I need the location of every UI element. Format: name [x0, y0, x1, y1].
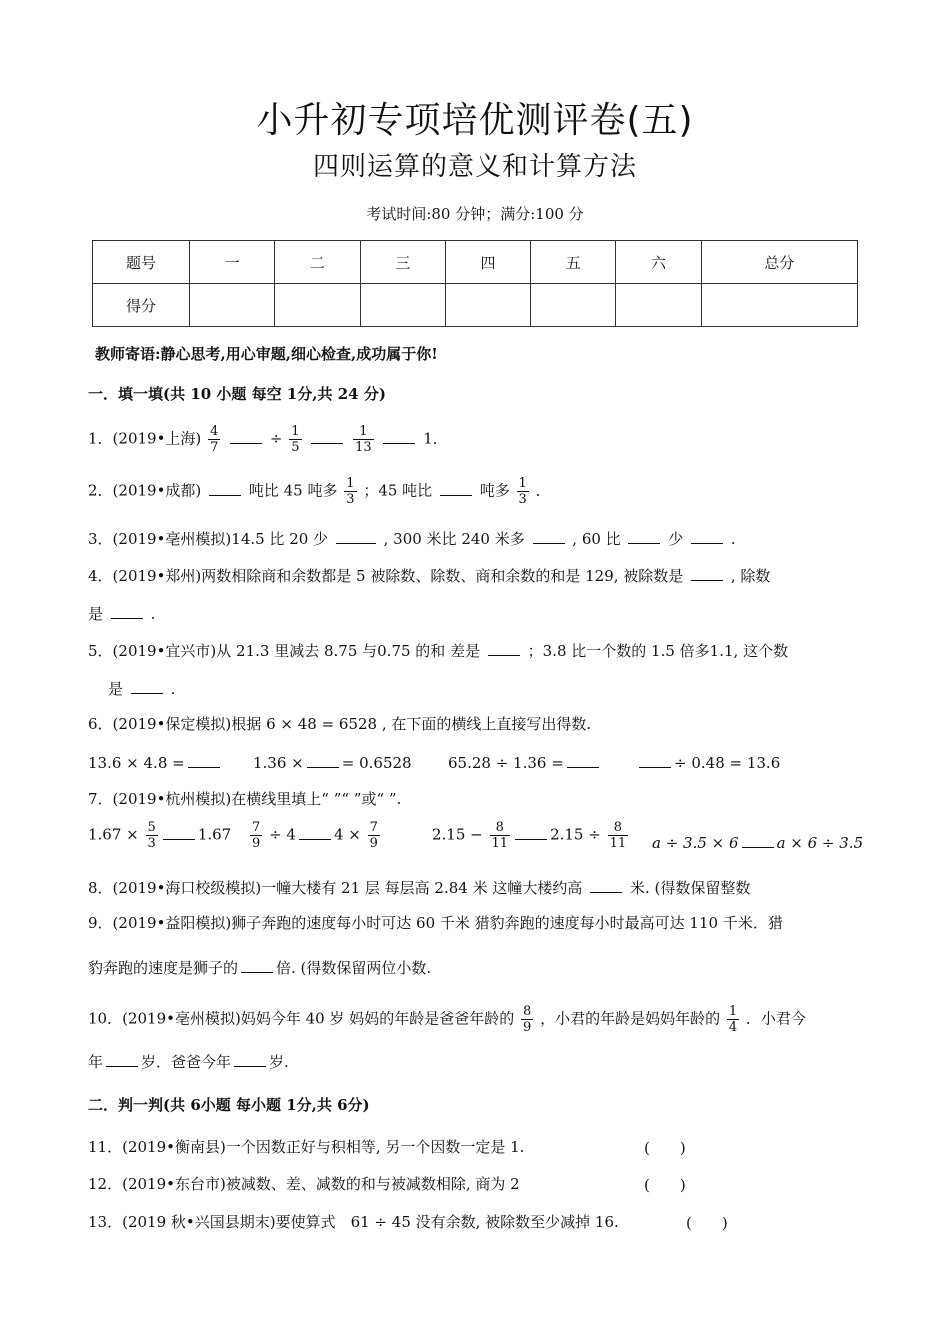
q10-text-3: ．小君今 [745, 1009, 806, 1028]
q1-fraction-3 [353, 424, 374, 455]
q1-fraction-1 [208, 424, 220, 455]
q10-line-2b: 岁．爸爸今年 [141, 1053, 232, 1071]
answer-blank[interactable] [691, 564, 723, 581]
answer-blank[interactable] [336, 527, 376, 544]
answer-blank[interactable] [111, 602, 143, 619]
q10-text-2: ，小君的年龄是妈妈年龄的 [540, 1009, 721, 1028]
question-4 [88, 564, 770, 586]
score-table [92, 240, 858, 327]
score-header-cell: 一 [190, 241, 275, 284]
q10-fraction-1 [521, 1004, 533, 1035]
q7-c-num-2: 8 [608, 820, 629, 836]
answer-blank[interactable] [691, 527, 723, 544]
answer-blank[interactable] [299, 823, 331, 840]
q10-line-2c: 岁. [269, 1053, 289, 1071]
question-12 [88, 1174, 520, 1194]
section-2-heading: 二．判一判(共 6小题 每小题 1分,共 6分) [88, 1096, 370, 1114]
q11-text: 11．(2019•衡南县)一个因数正好与积相等, 另一个因数一定是 1. [88, 1138, 525, 1156]
q6-item-c-text: 65.28 ÷ 1.36 = [448, 754, 564, 772]
q6-text-2: , 在下面的横线上直接写出得数. [381, 715, 592, 733]
q7-a-text-2: 1.67 [197, 825, 232, 844]
q2-f-den: 3 [346, 492, 355, 507]
score-cell[interactable] [445, 284, 530, 327]
q8-text: 8．(2019•海口校级模拟)一幢大楼有 21 层 每层高 2.84 米 这幢大楼约高 [88, 879, 583, 897]
q9-line-2b: 倍. (得数保留两位小数. [276, 959, 432, 977]
question-5 [88, 639, 788, 661]
answer-blank[interactable] [106, 1050, 138, 1067]
score-table-score-row [93, 284, 858, 327]
q7-item-d [652, 831, 863, 852]
answer-blank[interactable] [131, 677, 163, 694]
q3-dot: . [730, 530, 736, 548]
q8-text-2: 米. (得数保留整数 [629, 879, 751, 897]
q1-f2-den: 5 [291, 440, 300, 455]
q2-f-num: 1 [346, 476, 355, 491]
answer-blank[interactable] [209, 479, 241, 496]
q7-a-text-1: 1.67 × [88, 825, 139, 844]
score-header-cell: 总分 [701, 241, 857, 284]
q4-line-2: 是 [88, 605, 104, 623]
answer-blank[interactable] [515, 823, 547, 840]
q7-item-a [88, 820, 231, 851]
question-5-line-2 [108, 677, 175, 699]
page-title: 小升初专项培优测评卷(五) [256, 100, 694, 141]
score-cell[interactable] [360, 284, 445, 327]
q1-f3-num: 1 [353, 424, 374, 440]
exam-info: 考试时间:80 分钟；满分:100 分 [366, 205, 584, 223]
section-1-heading: 一．填一填(共 10 小题 每空 1分,共 24 分) [88, 385, 386, 403]
q7-c-text-2: 2.15 ÷ [550, 825, 601, 844]
q7-c-den-1: 11 [491, 836, 509, 851]
score-header-cell: 三 [360, 241, 445, 284]
q1-div-sign: ÷ [269, 429, 283, 448]
q2-text-1: 吨比 45 吨多 [248, 481, 338, 500]
score-header-cell: 题号 [93, 241, 190, 284]
q7-item-c [432, 820, 630, 851]
answer-blank[interactable] [383, 427, 415, 444]
q6-item-d-text: ÷ 0.48 = 13.6 [674, 754, 781, 772]
q10-f1-num: 8 [523, 1004, 532, 1019]
score-header-cell: 六 [616, 241, 701, 284]
q3-text-4: 少 [668, 530, 684, 548]
q1-f1-num: 4 [210, 424, 219, 439]
answer-blank[interactable] [307, 751, 339, 768]
q10-f2-num: 1 [728, 1004, 738, 1019]
score-table-header-row [93, 241, 858, 284]
q7-b-den-2: 9 [369, 836, 378, 851]
q2-fraction-b [517, 476, 529, 507]
question-3 [88, 527, 736, 549]
q12-text: 12．(2019•东台市)被减数、差、减数的和与被减数相除, 商为 2 [88, 1175, 520, 1193]
q4-line-1: 4．(2019•郑州)两数相除商和余数都是 5 被除数、除数、商和余数的和是 129, 被除数是 [88, 567, 684, 585]
q2-fb-den: 3 [518, 492, 527, 507]
answer-blank[interactable] [440, 479, 472, 496]
answer-blank[interactable] [311, 427, 343, 444]
q7-a-fraction [146, 820, 158, 851]
q2-text-2: ；45 吨比 [363, 481, 433, 500]
q2-prefix: 2．(2019•成都) [88, 481, 202, 500]
q7-item-b [248, 820, 382, 851]
score-header-cell: 二 [275, 241, 360, 284]
q7-b-text-2: 4 × [333, 825, 361, 844]
q7-b-fraction-1 [250, 820, 262, 851]
q1-prefix: 1．(2019•上海) [88, 429, 202, 448]
q7-c-text-1: 2.15 − [432, 825, 483, 844]
q3-text-3: , 60 比 [572, 530, 621, 548]
q6-item-b-text-2: = 0.6528 [341, 754, 412, 772]
q7-a-den: 3 [147, 836, 156, 851]
q9-line-2a: 豹奔跑的速度是狮子的 [88, 959, 239, 977]
q10-f2-den: 4 [728, 1020, 738, 1035]
q3-text: 3．(2019•亳州模拟)14.5 比 20 少 [88, 530, 329, 548]
q5-line-2: 是 [108, 680, 124, 698]
q10-f1-den: 9 [523, 1020, 532, 1035]
q10-line-2a: 年 [88, 1053, 104, 1071]
question-11 [88, 1137, 524, 1157]
q7-b-num-1: 7 [252, 820, 261, 835]
question-2 [88, 476, 551, 507]
q1-fraction-2 [289, 424, 301, 455]
answer-blank[interactable] [188, 751, 220, 768]
q2-dot: ． [535, 481, 551, 500]
q5-line-1: 5．(2019•宜兴市)从 21.3 里减去 8.75 与0.75 的和 差是 [88, 642, 481, 660]
q3-text-2: , 300 米比 240 米多 [383, 530, 525, 548]
q4-dot: . [150, 605, 156, 623]
question-6 [88, 714, 591, 734]
score-cell[interactable] [275, 284, 360, 327]
q7-b-den-1: 9 [252, 836, 261, 851]
q6-equation: 6 × 48 = 6528 [266, 715, 378, 733]
answer-blank[interactable] [488, 639, 520, 656]
q12-answer-paren[interactable]: ( ) [644, 1176, 686, 1194]
score-cell[interactable] [531, 284, 616, 327]
q7-d-text-2: a × 6 ÷ 3.5 [776, 834, 864, 852]
q1-f1-den: 7 [210, 440, 219, 455]
answer-blank[interactable] [742, 831, 774, 848]
q5-mid: ；3.8 [527, 642, 567, 660]
answer-blank[interactable] [163, 823, 195, 840]
question-13 [88, 1212, 619, 1232]
answer-blank[interactable] [628, 527, 660, 544]
q7-b-text-1: ÷ 4 [269, 825, 296, 844]
score-header-cell: 五 [531, 241, 616, 284]
answer-blank[interactable] [590, 876, 622, 893]
q6-item-d [636, 751, 780, 772]
answer-blank[interactable] [234, 1050, 266, 1067]
q6-item-b [253, 751, 412, 772]
q1-f3-den: 13 [355, 440, 372, 455]
q6-item-b-text-1: 1.36 × [253, 754, 304, 772]
q7-c-fraction-2 [608, 820, 629, 851]
question-9-line-2 [88, 956, 431, 978]
q10-fraction-2 [727, 1004, 739, 1035]
answer-blank[interactable] [639, 751, 671, 768]
q1-end: 1． [423, 429, 448, 448]
score-cell[interactable] [616, 284, 701, 327]
score-cell[interactable] [701, 284, 857, 327]
q7-c-den-2: 11 [609, 836, 627, 851]
question-10 [88, 1004, 806, 1035]
question-4-line-2 [88, 602, 155, 624]
answer-blank[interactable] [241, 956, 273, 973]
question-10-line-2 [88, 1050, 289, 1072]
teacher-message: 教师寄语:静心思考,用心审题,细心检查,成功属于你! [95, 345, 438, 363]
q6-item-a [88, 751, 223, 772]
score-header-cell: 四 [445, 241, 530, 284]
q13-text: 13．(2019 秋•兴国县期末)要使算式 61 ÷ 45 没有余数, 被除数至少减掉 16. [88, 1213, 619, 1231]
q2-fraction [344, 476, 356, 507]
q11-answer-paren[interactable]: ( ) [644, 1139, 686, 1157]
q7-b-num-2: 7 [369, 820, 378, 835]
q2-text-3: 吨多 [479, 481, 510, 500]
answer-blank[interactable] [567, 751, 599, 768]
q7-c-fraction-1 [490, 820, 511, 851]
q7-c-num-1: 8 [490, 820, 511, 836]
page-subtitle: 四则运算的意义和计算方法 [312, 152, 637, 182]
score-cell[interactable] [190, 284, 275, 327]
q2-fb-num: 1 [518, 476, 527, 491]
q7-d-text-1: a ÷ 3.5 × 6 [652, 834, 739, 852]
question-8 [88, 876, 750, 898]
q6-item-c [448, 751, 602, 772]
q6-item-a-text: 13.6 × 4.8 = [88, 754, 185, 772]
q5-line-1b: 比一个数的 1.5 倍多1.1, 这个数 [571, 642, 789, 660]
q13-answer-paren[interactable]: ( ) [686, 1214, 728, 1232]
q6-text: 6．(2019•保定模拟)根据 [88, 715, 262, 733]
q10-line-1: 10．(2019•亳州模拟)妈妈今年 40 岁 妈妈的年龄是爸爸年龄的 [88, 1009, 515, 1028]
q7-a-num: 5 [147, 820, 156, 835]
q7-b-fraction-2 [368, 820, 380, 851]
question-1 [88, 424, 448, 455]
question-7 [88, 789, 401, 809]
q9-line-1: 9．(2019•益阳模拟)狮子奔跑的速度每小时可达 60 千米 猎豹奔跑的速度每小时最高可达 110 千米．猎 [88, 914, 783, 932]
answer-blank[interactable] [533, 527, 565, 544]
q7-text: 7．(2019•杭州模拟)在横线里填上“ ”“ ”或“ ”. [88, 790, 402, 808]
q5-dot: . [170, 680, 176, 698]
question-9 [88, 913, 783, 933]
q4-line-1b: , 除数 [730, 567, 771, 585]
q1-f2-num: 1 [291, 424, 300, 439]
score-row-label: 得分 [93, 284, 190, 327]
answer-blank[interactable] [230, 427, 262, 444]
